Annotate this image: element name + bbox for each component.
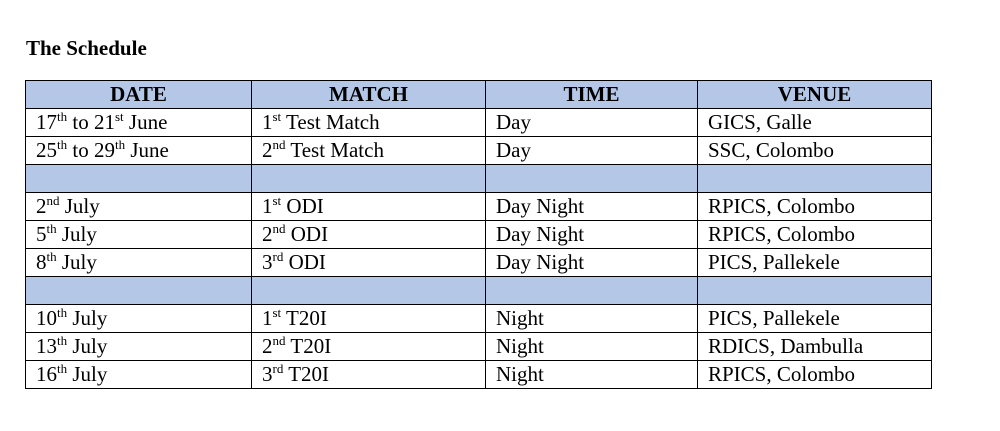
match-type: T20I [285,334,332,358]
match-number: 2 [262,334,273,358]
match-cell [252,221,486,249]
table-row [26,109,932,137]
date-ordinal-suffix: th [57,305,68,320]
venue-cell: PICS, Pallekele [698,249,932,277]
venue-cell: RPICS, Colombo [698,193,932,221]
date-cell [26,361,252,389]
separator-cell [486,165,698,193]
match-ordinal-suffix: nd [272,333,286,348]
date-day: 13 [36,334,57,358]
match-type: Test Match [281,110,380,134]
date-month: July [59,194,100,218]
match-ordinal-suffix: rd [272,249,284,264]
table-row [26,305,932,333]
venue-cell: SSC, Colombo [698,137,932,165]
time-cell: Day Night [486,221,698,249]
header-venue: VENUE [698,81,932,109]
date-cell [26,193,252,221]
match-number: 3 [262,362,273,386]
time-cell: Day [486,137,698,165]
time-cell: Night [486,361,698,389]
header-time: TIME [486,81,698,109]
header-date: DATE [26,81,252,109]
date-day: 25 [36,138,57,162]
time-cell: Day Night [486,249,698,277]
match-type: T20I [283,362,330,386]
separator-cell [252,277,486,305]
time-cell: Night [486,333,698,361]
date-cell [26,221,252,249]
date-day: 5 [36,222,47,246]
match-number: 1 [262,306,273,330]
date-month: July [56,222,97,246]
date-month: June [123,110,168,134]
table-row [26,249,932,277]
table-row [26,361,932,389]
match-type: T20I [281,306,327,330]
match-cell [252,333,486,361]
match-ordinal-suffix: st [272,305,282,320]
match-type: ODI [281,194,324,218]
match-number: 3 [262,250,273,274]
time-cell: Day Night [486,193,698,221]
table-row [26,137,932,165]
date-ordinal-suffix: th [57,361,68,376]
date-range-mid: to 29 [67,138,115,162]
venue-cell: RPICS, Colombo [698,361,932,389]
date-ordinal-suffix: th [46,221,57,236]
match-type: Test Match [285,138,384,162]
date-cell [26,333,252,361]
table-row [26,221,932,249]
date-ordinal-suffix: th [57,137,68,152]
venue-cell: PICS, Pallekele [698,305,932,333]
header-match: MATCH [252,81,486,109]
match-cell [252,109,486,137]
match-number: 2 [262,222,273,246]
schedule-table [25,80,932,389]
match-number: 1 [262,110,273,134]
schedule-body [26,109,932,389]
date-day: 16 [36,362,57,386]
separator-cell [252,165,486,193]
separator-cell [26,165,252,193]
match-ordinal-suffix: st [272,193,282,208]
date-ordinal-suffix: st [114,109,124,124]
match-ordinal-suffix: st [272,109,282,124]
separator-cell [698,165,932,193]
date-month: July [67,362,108,386]
match-type: ODI [285,222,329,246]
match-type: ODI [283,250,326,274]
date-ordinal-suffix: nd [46,193,60,208]
separator-row [26,165,932,193]
venue-cell: RPICS, Colombo [698,221,932,249]
date-cell [26,249,252,277]
separator-cell [486,277,698,305]
date-month: July [67,334,108,358]
date-ordinal-suffix: th [46,249,57,264]
match-cell [252,193,486,221]
table-row [26,333,932,361]
date-cell [26,137,252,165]
date-day: 2 [36,194,47,218]
table-row [26,193,932,221]
date-cell [26,109,252,137]
match-ordinal-suffix: nd [272,137,286,152]
match-cell [252,361,486,389]
time-cell: Day [486,109,698,137]
date-ordinal-suffix: th [114,137,126,152]
match-number: 2 [262,138,273,162]
date-month: July [67,306,108,330]
separator-row [26,277,932,305]
match-cell [252,305,486,333]
date-ordinal-suffix: th [57,333,68,348]
date-month: June [125,138,169,162]
match-ordinal-suffix: rd [272,361,284,376]
date-range-mid: to 21 [67,110,115,134]
page-title: The Schedule [26,36,147,60]
date-ordinal-suffix: th [57,109,68,124]
date-day: 17 [36,110,57,134]
venue-cell: RDICS, Dambulla [698,333,932,361]
match-cell [252,137,486,165]
match-number: 1 [262,194,273,218]
time-cell: Night [486,305,698,333]
separator-cell [26,277,252,305]
separator-cell [698,277,932,305]
table-header-row [26,81,932,109]
date-day: 8 [36,250,47,274]
match-cell [252,249,486,277]
match-ordinal-suffix: nd [272,221,286,236]
date-month: July [56,250,97,274]
venue-cell: GICS, Galle [698,109,932,137]
date-day: 10 [36,306,57,330]
date-cell [26,305,252,333]
